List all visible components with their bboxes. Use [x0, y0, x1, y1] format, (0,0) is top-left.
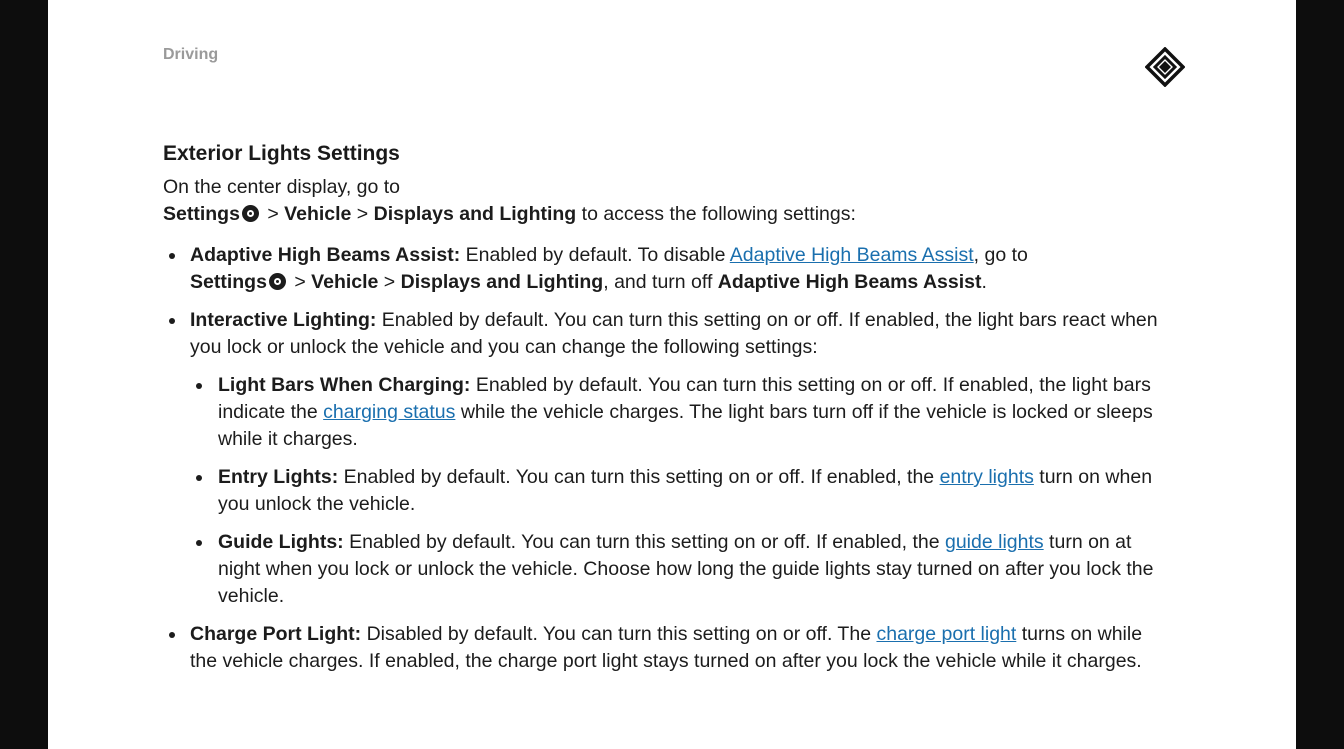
item-text: turn on when you unlock the vehicle. [218, 466, 1153, 515]
sub-settings-list [190, 372, 1173, 610]
item-text: Enabled by default. You can turn this setting on or off. If enabled, the [338, 466, 940, 488]
list-item-entry-lights [190, 464, 1173, 518]
guide-lights-link[interactable]: guide lights [944, 531, 1044, 553]
path-sep: > [351, 203, 374, 225]
item-text: turns on while the vehicle charges. If enabled, the charge port light stays turned on after you lock the vehicle while it charges. [190, 623, 1143, 672]
path-vehicle: Vehicle [284, 203, 352, 225]
list-item-charge-port-light [163, 621, 1173, 675]
intro-line: On the center display, go to [163, 176, 401, 198]
path-displays: Displays and Lighting [373, 203, 577, 225]
settings-gear-icon [269, 273, 286, 290]
list-item-guide-lights [190, 529, 1173, 610]
path-sep: > [261, 203, 285, 225]
article-body [163, 139, 1173, 686]
list-item-interactive-lighting [163, 307, 1173, 610]
charge-port-light-link[interactable]: charge port light [876, 623, 1017, 645]
item-text: turn on at night when you lock or unlock the vehicle. Choose how long the guide lights stay turned on after you lock the vehicle. [218, 531, 1154, 607]
bullet-icon [196, 383, 202, 389]
item-label: Entry Lights: [218, 466, 339, 488]
intro-tail: to access the following settings: [576, 203, 856, 225]
item-text: , and turn off [603, 271, 718, 293]
path-sep: > [288, 271, 312, 293]
manual-page [48, 0, 1296, 749]
item-label: Light Bars When Charging: [218, 374, 471, 396]
item-text: Enabled by default. To disable [460, 244, 730, 266]
bullet-icon [196, 540, 202, 546]
settings-gear-icon [242, 205, 259, 222]
path-displays: Displays and Lighting [400, 271, 604, 293]
page-title: Exterior Lights Settings [163, 142, 400, 165]
item-text: Enabled by default. You can turn this setting on or off. If enabled, the light bars indicate the [218, 374, 1151, 423]
entry-lights-link[interactable]: entry lights [939, 466, 1034, 488]
settings-list [163, 242, 1173, 675]
item-bold: Adaptive High Beams Assist [717, 271, 982, 293]
bullet-icon [169, 253, 175, 259]
bullet-icon [169, 318, 175, 324]
item-text: Enabled by default. You can turn this setting on or off. If enabled, the [343, 531, 945, 553]
section-header: Driving [163, 46, 219, 63]
item-text: , go to [973, 244, 1028, 266]
item-label: Interactive Lighting: [190, 309, 377, 331]
item-text: while the vehicle charges. The light bars turn off if the vehicle is locked or sleeps while it charges. [218, 401, 1153, 450]
path-sep: > [378, 271, 401, 293]
item-text: . [981, 271, 987, 293]
list-item-light-bars-charging [190, 372, 1173, 453]
path-vehicle: Vehicle [311, 271, 379, 293]
item-text: Disabled by default. You can turn this setting on or off. The [361, 623, 877, 645]
intro-paragraph [163, 174, 1173, 228]
brand-compass-diamond-icon [1145, 47, 1185, 87]
item-label: Charge Port Light: [190, 623, 362, 645]
adaptive-high-beams-link[interactable]: Adaptive High Beams Assist [729, 244, 974, 266]
path-settings: Settings [163, 203, 240, 225]
item-text: Enabled by default. You can turn this setting on or off. If enabled, the light bars react when you lock or unlock the vehicle and you can change the following settings: [190, 309, 1158, 358]
path-settings: Settings [190, 271, 267, 293]
list-item-adaptive-high-beams [163, 242, 1173, 296]
item-label: Guide Lights: [218, 531, 344, 553]
charging-status-link[interactable]: charging status [323, 401, 456, 423]
item-label: Adaptive High Beams Assist: [190, 244, 461, 266]
bullet-icon [196, 475, 202, 481]
bullet-icon [169, 632, 175, 638]
